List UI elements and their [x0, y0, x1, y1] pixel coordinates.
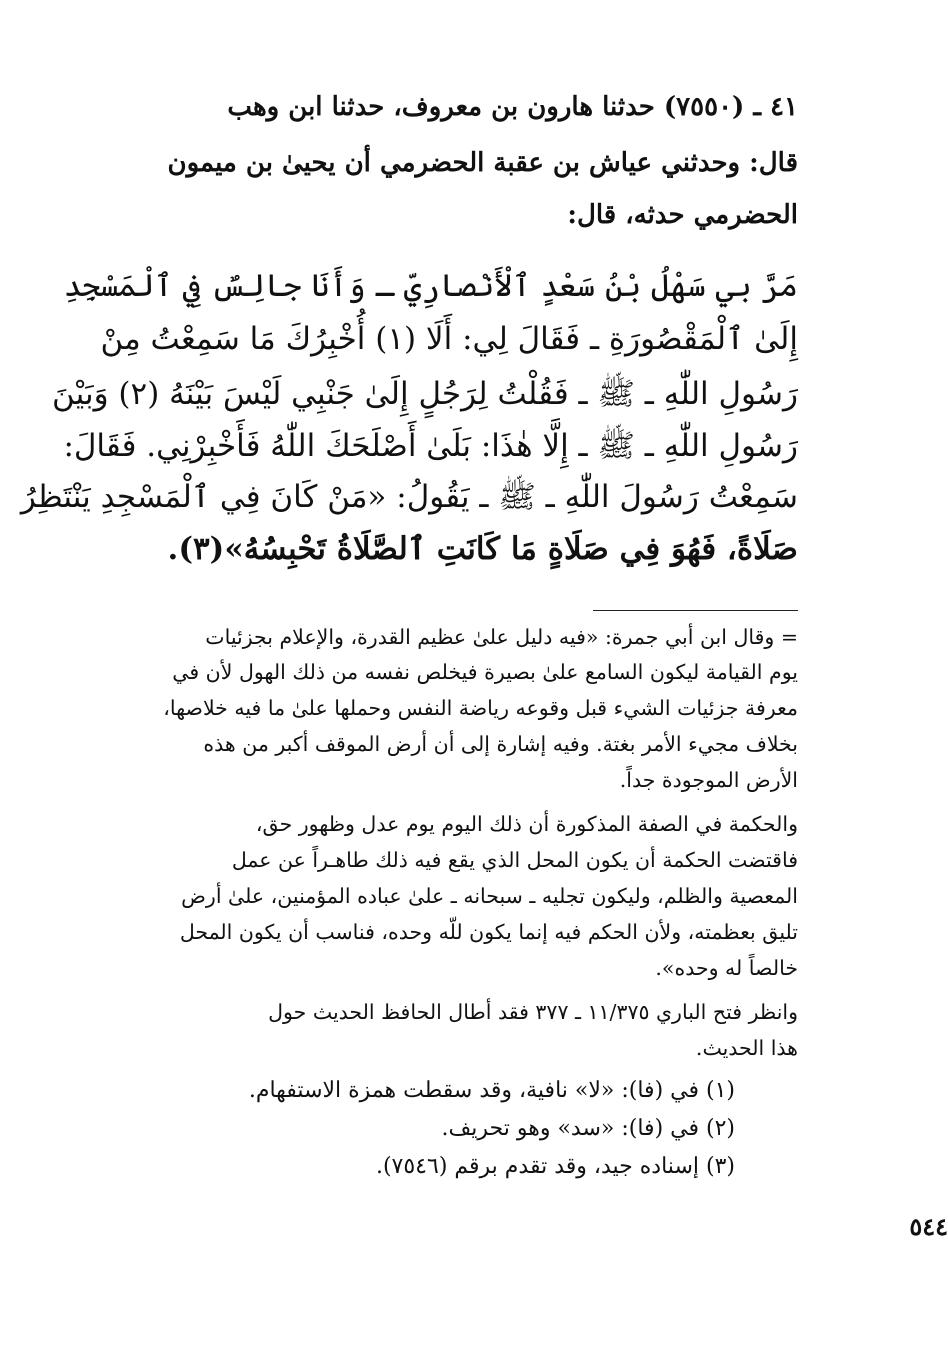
hadith-line: رَسُولِ اللّٰهِ ـ ﷺ ـ إِلَّا هٰذَا: بَلَىٰ أَصْلَحَكَ اللّٰهُ فَأَخْبِرْنِي. فَقَالَ:: [63, 428, 798, 464]
commentary-line: خالصاً له وحده».: [655, 956, 798, 980]
commentary-line: معرفة جزئيات الشيء قبل وقوعه رياضة النفس وحملها علىٰ ما فيه خلاصها،: [163, 696, 798, 720]
commentary-line: تليق بعظمته، ولأن الحكم فيه إنما يكون للّه وحده، فناسب أن يكون المحل: [179, 920, 798, 944]
footnote-3: (٣) إسناده جيد، وقد تقدم برقم (٧٥٤٦).: [375, 1154, 735, 1179]
commentary-line: هذا الحديث.: [695, 1036, 798, 1060]
commentary-line: بخلاف مجيء الأمر بغتة. وفيه إشارة إلى أن أرض الموقف أكبر من هذه: [203, 732, 798, 756]
hadith-line: رَسُولِ اللّٰهِ ـ ﷺ ـ فَقُلْتُ لِرَجُلٍ إِلَىٰ جَنْبِي لَيْسَ بَيْنَهُ (٢) وَبَيْنَ: [52, 376, 798, 412]
commentary-line: وانظر فتح الباري ١١/٣٧٥ ـ ٣٧٧ فقد أطال الحافظ الحديث حول: [268, 1000, 798, 1024]
page-number: ٥٤٤: [909, 1212, 948, 1241]
commentary-line: المعصية والظلم، وليكون تجليه ـ سبحانه ـ علىٰ عباده المؤمنين، علىٰ أرض: [181, 884, 798, 908]
hadith-line: مَرَّ بي سَهْلُ بْنُ سَعْدٍ ٱلْأَنْصارِيّ ـ وَأَنَا جالِسٌ فِي ٱلْمَسْجِدِ: [63, 268, 798, 304]
hadith-line: سَمِعْتُ رَسُولَ اللّٰهِ ـ ﷺ ـ يَقُولُ: «مَنْ كَانَ فِي ٱلْمَسْجِدِ يَنْتَظِرُ: [20, 479, 798, 515]
footnote-divider: [593, 610, 798, 611]
commentary-line: يوم القيامة ليكون السامع علىٰ بصيرة فيخلص نفسه من ذلك الهول لأن في: [172, 660, 798, 684]
hadith-line: صَلَاةً، فَهُوَ فِي صَلَاةٍ مَا كَانَتِ ٱلصَّلَاةُ تَحْبِسُهُ»(٣).: [167, 531, 798, 567]
hadith-line: إِلَىٰ ٱلْمَقْصُورَةِ ـ فَقَالَ لِي: أَلَا (١) أُخْبِرُكَ مَا سَمِعْتُ مِنْ: [100, 321, 798, 357]
commentary-line: = وقال ابن أبي جمرة: «فيه دليل علىٰ عظيم القدرة، والإعلام بجزئيات: [205, 625, 798, 649]
isnad-line: ٤١ ـ (٧٥٥٠) حدثنا هارون بن معروف، حدثنا ابن وهب: [227, 92, 798, 122]
commentary-line: فاقتضت الحكمة أن يكون المحل الذي يقع فيه ذلك طاهـراً عن عمل: [231, 848, 798, 872]
isnad-line: قال: وحدثني عياش بن عقبة الحضرمي أن يحيىٰ بن ميمون: [167, 148, 798, 178]
commentary-line: الأرض الموجودة جداً.: [619, 768, 798, 792]
footnote-2: (٢) في (فا): «سد» وهو تحريف.: [441, 1116, 735, 1141]
footnote-1: (١) في (فا): «لا» نافية، وقد سقطت همزة الاستفهام.: [248, 1078, 735, 1103]
commentary-line: والحكمة في الصفة المذكورة أن ذلك اليوم يوم عدل وظهور حق،: [255, 812, 798, 836]
isnad-line: الحضرمي حدثه، قال:: [567, 200, 798, 230]
